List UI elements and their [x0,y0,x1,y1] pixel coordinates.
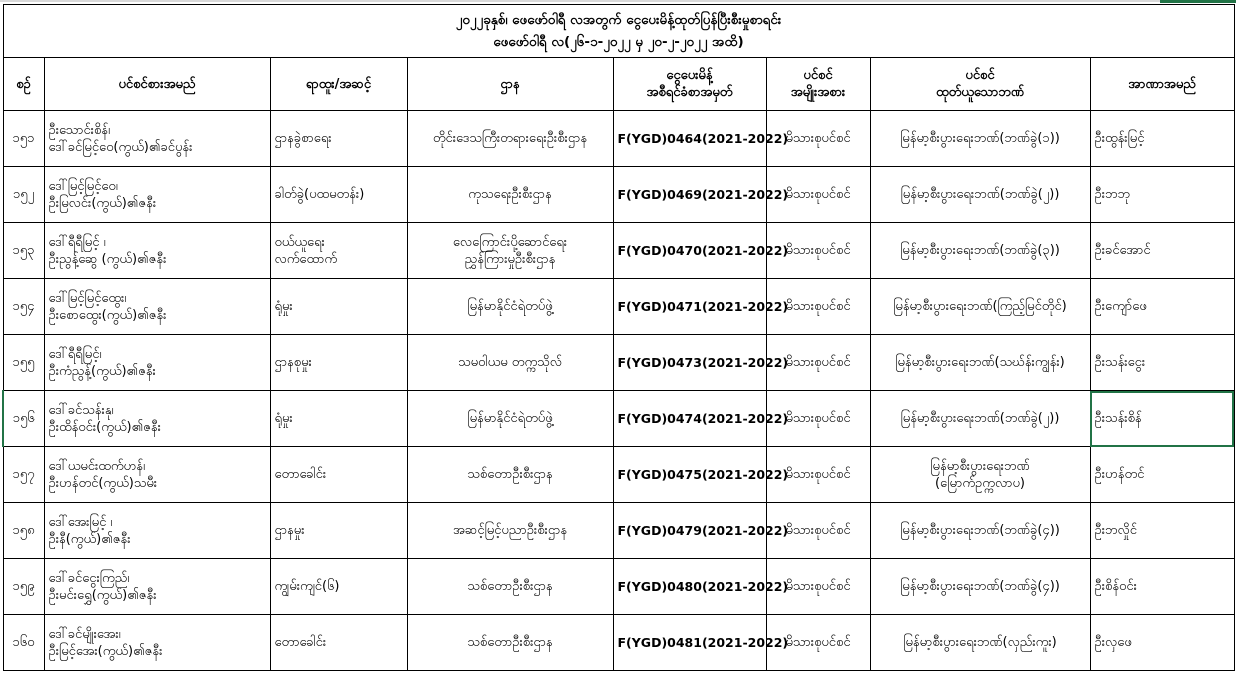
cell-no[interactable] [3,615,44,671]
cell-name[interactable] [44,447,270,503]
cell-name[interactable] [44,559,270,615]
cell-dept[interactable] [407,503,613,559]
cell-dept-text-1: သစ်တောဦးစီးဌာန [467,635,553,650]
cell-agent[interactable] [1090,447,1234,503]
cell-name-text-1: ဒေါ်ခင်သန်းနု၊ [48,402,114,418]
cell-bank[interactable] [870,167,1090,223]
cell-agent-text: ဦးစိန်ဝင်း [1094,579,1137,594]
cell-name[interactable] [44,111,270,167]
cell-order[interactable] [613,111,789,167]
cell-name[interactable] [44,279,270,335]
cell-type-text: မိသားစုပင်စင် [785,411,851,426]
cell-bank-text-1: မြန်မာ့စီးပွားရေးဘဏ်(ဘဏ်ခွဲ(၃)) [900,243,1060,258]
cell-name-text-2: ဦးစောထွေး(ကွယ်)၏ဇနီး [48,307,167,323]
cell-order-text: F(YGD)0470(2021-2022) [617,243,789,258]
cell-no[interactable] [3,279,44,335]
cell-type-text: မိသားစုပင်စင် [785,355,851,370]
header-order[interactable] [613,58,766,111]
cell-bank-text-1: မြန်မာ့စီးပွားရေးဘဏ် [930,458,1030,474]
cell-order[interactable] [613,279,789,335]
header-type-line-1: ပင်စင် [803,68,833,83]
cell-rank-text-1: ကျွမ်းကျင်(၆) [274,579,340,594]
cell-agent-text: ဦးသန်းငွေး [1094,355,1146,370]
cell-no-text: ၁၅၃ [12,243,35,258]
cell-name[interactable] [44,223,270,279]
cell-agent-text: ဦးထွန်းမြင့် [1094,131,1145,146]
cell-rank[interactable] [270,447,407,503]
cell-rank-text-1: ခါတ်ခွဲ(ပထမတန်း) [274,187,365,202]
cell-agent[interactable] [1090,279,1234,335]
cell-order-text: F(YGD)0475(2021-2022) [617,467,789,482]
cell-name-text-2: ဦးထိန်ဝင်း(ကွယ်)၏ဇနီး [48,419,161,435]
cell-agent[interactable] [1090,391,1234,447]
cell-agent[interactable] [1090,167,1234,223]
cell-rank[interactable] [270,335,407,391]
cell-agent[interactable] [1090,111,1234,167]
cell-rank[interactable] [270,615,407,671]
cell-no[interactable] [3,111,44,167]
cell-agent-text: ဦးသန်းစိန် [1094,411,1142,426]
cell-bank-text-1: မြန်မာ့စီးပွားရေးဘဏ်(ဘဏ်ခွဲ(၂)) [900,187,1060,202]
cell-dept-text-1: သစ်တောဦးစီးဌာန [467,467,553,482]
cell-no-text: ၁၅၂ [12,187,34,202]
table-title-cell[interactable] [3,5,1234,58]
cell-dept-text-1: သမဝါယမ တက္ကသိုလ် [458,355,562,370]
cell-rank-text-1: ဌာနမှုး [274,523,305,538]
cell-bank-text-1: မြန်မာ့စီးပွားရေးဘဏ်(ကြည့်မြင်တိုင်) [893,299,1067,314]
cell-no[interactable] [3,447,44,503]
cell-no-text: ၁၅၉ [12,579,35,594]
cell-order-text: F(YGD)0464(2021-2022) [617,131,789,146]
cell-rank[interactable] [270,167,407,223]
cell-name-text-1: ဒေါ်မြင့်မြင့်ထွေး၊ [48,290,127,306]
cell-no[interactable] [3,223,44,279]
cell-order[interactable] [613,391,789,447]
cell-type-text: မိသားစုပင်စင် [785,523,851,538]
cell-rank[interactable] [270,111,407,167]
cell-name[interactable] [44,167,270,223]
cell-dept[interactable] [407,279,613,335]
cell-bank[interactable] [870,447,1090,503]
cell-rank-text-1: ဌာနစုမှုး [274,355,312,370]
cell-name-text-1: ဒေါ်ခင်မျိုးအေး၊ [48,626,121,642]
cell-rank-text-1: တောခေါင်း [274,467,327,482]
header-order-line-1: ငွေပေးမိန့် [666,68,713,83]
cell-name-text-2: ဦးဟန်တင်(ကွယ်)သမီး [48,475,158,491]
cell-name-text-1: ဒေါ်ရီရီမြင့်၊ [48,346,102,362]
header-rank[interactable]: ရာထူး/အဆင့် [270,58,407,111]
cell-rank[interactable] [270,279,407,335]
cell-dept-text-1: လေကြောင်းပို့ဆောင်ရေး [452,234,568,250]
cell-rank-text-2: လက်ထောက် [274,251,338,267]
cell-bank-text-1: မြန်မာ့စီးပွားရေးဘဏ်(လှည်းကူး) [903,635,1057,650]
cell-type-text: မိသားစုပင်စင် [785,187,851,202]
cell-bank[interactable] [870,391,1090,447]
cell-rank-text-1: ရုံမှုး [274,299,293,314]
header-bank-line-1: ပင်စင် [965,68,995,83]
cell-order-text: F(YGD)0473(2021-2022) [617,355,789,370]
cell-no[interactable] [3,335,44,391]
cell-agent-text: ဦးကျော်ဖေ [1094,299,1147,314]
header-dept[interactable]: ဌာန [407,58,613,111]
table-row [3,167,1234,223]
cell-bank-text-1: မြန်မာ့စီးပွားရေးဘဏ်(ဘဏ်ခွဲ(၂)) [900,411,1060,426]
cell-order[interactable] [613,223,789,279]
cell-agent[interactable] [1090,559,1234,615]
cell-order[interactable] [613,167,789,223]
cell-type-text: မိသားစုပင်စင် [785,467,851,482]
cell-order-text: F(YGD)0469(2021-2022) [617,187,789,202]
cell-dept-text-1: မြန်မာနိုင်ငံရဲတပ်ဖွဲ့ [467,299,553,314]
cell-name-text-2: ဒေါ်ခင်မြင့်ဝေ(ကွယ်)၏ခင်ပွန်း [48,139,193,155]
table-row [3,447,1234,503]
cell-bank[interactable] [870,279,1090,335]
cell-agent[interactable] [1090,503,1234,559]
cell-order-text: F(YGD)0480(2021-2022) [617,579,789,594]
cell-order[interactable] [613,447,789,503]
cell-dept[interactable] [407,391,613,447]
cell-name[interactable] [44,335,270,391]
cell-no[interactable] [3,559,44,615]
selection-indicator [1160,0,1236,3]
cell-name[interactable] [44,615,270,671]
cell-order-text: F(YGD)0471(2021-2022) [617,299,789,314]
cell-type-text: မိသားစုပင်စင် [785,131,851,146]
cell-name-text-2: ဦးညွန့်ဆွေ (ကွယ်)၏ဇနီး [48,251,167,267]
cell-name-text-1: ဒေါ်ယမင်းထက်ဟန်၊ [48,458,146,474]
cell-no-text: ၁၅၈ [12,523,35,538]
cell-name-text-1: ဒေါ်ခင်ငွေးကြည်၊ [48,570,130,586]
table-row [3,615,1234,671]
cell-dept-text-2: ညွှန်ကြားမှုဦးစီးဌာန [464,251,556,267]
cell-agent[interactable] [1090,223,1234,279]
cell-bank[interactable] [870,559,1090,615]
cell-agent-text: ဦးခင်အောင် [1094,243,1151,258]
cell-rank[interactable] [270,503,407,559]
cell-agent-text: ဦးဘလှိုင် [1094,523,1137,538]
cell-no-text: ၁၅၇ [12,467,35,482]
table-row [3,335,1234,391]
cell-name-text-1: ဒေါ်အေးမြင့် ၊ [48,514,113,530]
cell-dept[interactable] [407,335,613,391]
cell-dept[interactable] [407,615,613,671]
header-order-line-2: အစီရင်ခံစာအမှတ် [646,85,733,100]
table-row [3,503,1234,559]
cell-no[interactable] [3,391,44,447]
table-row [3,223,1234,279]
cell-dept-text-1: အဆင့်မြင့်ပညာဦးစီးဌာန [452,523,568,538]
cell-no-text: ၁၅၄ [12,299,35,314]
header-bank[interactable] [870,58,1090,111]
cell-bank-text-1: မြန်မာ့စီးပွားရေးဘဏ်(ဘဏ်ခွဲ(၄)) [900,579,1060,594]
cell-no-text: ၁၅၆ [12,411,35,426]
cell-name[interactable] [44,503,270,559]
cell-bank[interactable] [870,111,1090,167]
cell-dept[interactable] [407,111,613,167]
header-type[interactable] [766,58,870,111]
cell-dept[interactable] [407,559,613,615]
cell-rank-text-1: ဝယ်ယူရေး [274,234,325,250]
header-type-line-2: အမျိုးအစား [790,85,846,100]
cell-type-text: မိသားစုပင်စင် [785,299,851,314]
title-line-2: ဖေဖော်ဝါရီ လ(၂၆-၁-၂၀၂၂ မှ ၂၀-၂-၂၀၂၂ အထိ) [493,34,744,50]
cell-name-text-2: ဦးနီ(ကွယ်)၏ဇနီး [48,531,131,547]
cell-dept[interactable] [407,447,613,503]
cell-no[interactable] [3,503,44,559]
header-name[interactable]: ပင်စင်စားအမည် [44,58,270,111]
cell-dept[interactable] [407,223,613,279]
cell-order-text: F(YGD)0479(2021-2022) [617,523,789,538]
cell-name-text-2: ဦးကံညွန့်(ကွယ်)၏ဇနီး [48,363,156,379]
table-row [3,279,1234,335]
cell-no-text: ၁၆၀ [12,635,35,650]
cell-order[interactable] [613,615,789,671]
cell-name-text-2: ဦးမြင့်အေး(ကွယ်)၏ဇနီး [48,643,163,659]
cell-dept[interactable] [407,167,613,223]
cell-rank[interactable] [270,223,407,279]
cell-no[interactable] [3,167,44,223]
sheet-top-edge [0,0,1236,2]
cell-name-text-2: ဦးမြလင်း(ကွယ်)၏ဇနီး [48,195,157,211]
cell-agent[interactable] [1090,335,1234,391]
cell-order-text: F(YGD)0474(2021-2022) [617,411,789,426]
table-row [3,559,1234,615]
cell-name-text-1: ဒေါ်မြင့်မြင့်ဝေ၊ [48,178,118,194]
cell-no-text: ၁၅၁ [12,131,35,146]
cell-rank-text-1: ဌာနခွဲစာရေး [274,131,332,146]
cell-bank-text-1: မြန်မာ့စီးပွားရေးဘဏ်(ဘဏ်ခွဲ(၁)) [900,131,1060,146]
cell-agent-text: ဦးလှဖေ [1094,635,1132,650]
cell-name-text-1: ဒေါ်ရီရီမြင့် ၊ [48,234,106,250]
cell-bank-text-1: မြန်မာ့စီးပွားရေးဘဏ်(သဃ်န်းကျွန်း) [895,355,1065,370]
cell-type-text: မိသားစုပင်စင် [785,579,851,594]
cell-bank[interactable] [870,503,1090,559]
pension-table [2,4,1235,671]
cell-no-text: ၁၅၅ [12,355,35,370]
cell-name[interactable] [44,391,270,447]
cell-order[interactable] [613,503,789,559]
cell-bank[interactable] [870,615,1090,671]
cell-order-text: F(YGD)0481(2021-2022) [617,635,789,650]
cell-name-text-1: ဦးသောင်းစိန်၊ [48,122,111,138]
cell-rank[interactable] [270,391,407,447]
title-line-1: ၂၀၂၂ခုနှစ်၊ ဖေဖော်ဝါရီ လအတွက် ငွေပေးမိန့်ထုတ်ပြန်ပြီးစီးမှုစာရင်း [455,12,782,28]
cell-type-text: မိသားစုပင်စင် [785,243,851,258]
cell-agent-text: ဦးဘဘု [1094,187,1131,202]
cell-rank-text-1: တောခေါင်း [274,635,327,650]
cell-type-text: မိသားစုပင်စင် [785,635,851,650]
header-bank-line-2: ထုတ်ယူသောဘဏ် [936,85,1024,100]
cell-bank-text-1: မြန်မာ့စီးပွားရေးဘဏ်(ဘဏ်ခွဲ(၄)) [900,523,1060,538]
cell-rank-text-1: ရုံမှုး [274,411,293,426]
cell-dept-text-1: ကုသရေးဦးစီးဌာန [468,187,552,202]
cell-bank[interactable] [870,223,1090,279]
cell-rank[interactable] [270,559,407,615]
cell-dept-text-1: သစ်တောဦးစီးဌာန [467,579,553,594]
cell-name-text-2: ဦးမင်းရွှေ(ကွယ်)၏ဇနီး [48,587,157,603]
cell-dept-text-1: တိုင်းဒေသကြီးတရားရေးဦးစီးဌာန [432,131,588,146]
cell-bank-text-2: (မြောက်ဥက္ကလာပ) [934,475,1025,491]
header-agent[interactable]: အာဏာအမည် [1090,58,1234,111]
cell-order[interactable] [613,335,789,391]
cell-order[interactable] [613,559,789,615]
cell-agent-text: ဦးဟန်တင် [1094,467,1145,482]
cell-bank[interactable] [870,335,1090,391]
table-row [3,111,1234,167]
header-no[interactable]: စဉ် [3,58,44,111]
cell-agent[interactable] [1090,615,1234,671]
table-row [3,391,1234,447]
cell-dept-text-1: မြန်မာနိုင်ငံရဲတပ်ဖွဲ့ [467,411,553,426]
